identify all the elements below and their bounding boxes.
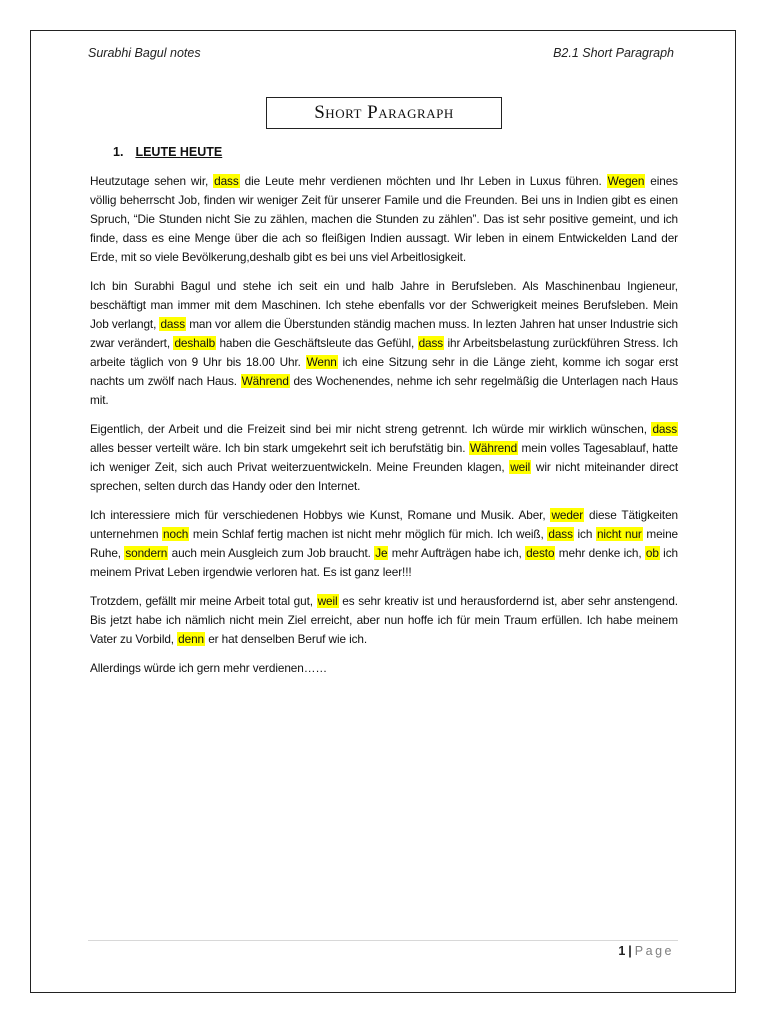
text-run: des Wochenendes, nehme ich sehr regelmäßig die Unterlagen nach Haus mit. bbox=[90, 374, 678, 407]
page-separator: | bbox=[628, 944, 632, 958]
highlighted-word: denn bbox=[178, 632, 205, 646]
text-run: Eigentlich, der Arbeit und die Freizeit sind bei mir nicht streng getrennt. Ich würde mir wirklich wünschen, bbox=[90, 422, 652, 436]
text-run: auch mein Ausgleich zum Job braucht. bbox=[168, 546, 375, 560]
highlighted-word: sondern bbox=[125, 546, 168, 560]
paragraph bbox=[90, 277, 678, 410]
highlighted-word: Während bbox=[241, 374, 289, 388]
text-run: diese Tätigkeiten unternehmen bbox=[90, 508, 678, 541]
paragraph bbox=[90, 592, 678, 649]
text-run: Allerdings würde ich gern mehr verdienen…… bbox=[90, 661, 328, 675]
paragraph bbox=[90, 659, 678, 678]
page-number: 1 bbox=[618, 944, 626, 958]
highlighted-word: Während bbox=[469, 441, 518, 455]
section-title: LEUTE HEUTE bbox=[135, 145, 223, 159]
text-run: er hat denselben Beruf wie ich. bbox=[205, 632, 368, 646]
highlighted-word: weil bbox=[317, 594, 338, 608]
text-run: man vor allem die Überstunden ständig machen muss. In lezten Jahren hat unser Industrie sich zwar verändert, bbox=[90, 317, 678, 350]
paragraph bbox=[90, 506, 678, 582]
highlighted-word: Wegen bbox=[607, 174, 645, 188]
header-author: Surabhi Bagul notes bbox=[88, 46, 201, 60]
section-number: 1. bbox=[113, 145, 124, 159]
highlighted-word: ob bbox=[645, 546, 659, 560]
text-run: mein volles Tagesablauf, hatte ich weniger Zeit, sich auch Privat weiterzuentwickeln. Meine Freunden klagen, bbox=[90, 441, 678, 474]
highlighted-word: dass bbox=[548, 527, 573, 541]
highlighted-word: nicht nur bbox=[596, 527, 642, 541]
highlighted-word: dass bbox=[214, 174, 239, 188]
section-heading bbox=[113, 145, 222, 159]
header-course: B2.1 Short Paragraph bbox=[553, 46, 674, 60]
paragraph bbox=[90, 172, 678, 267]
page-footer bbox=[618, 944, 674, 958]
body-text bbox=[90, 172, 678, 688]
text-run: es sehr kreativ ist und herausfordernd ist, aber sehr anstengend. Bis jetzt habe ich nämlich nicht mein Ziel erreicht, aber nun hoffe ich für mein Traum erfüllen. Ich habe meinem Vater zu Vorbild, bbox=[90, 594, 678, 646]
text-run: alles besser verteilt wäre. Ich bin stark umgekehrt seit ich berufstätig bin. bbox=[90, 441, 469, 455]
highlighted-word: deshalb bbox=[174, 336, 216, 350]
highlighted-word: dass bbox=[160, 317, 185, 331]
text-run: meine Ruhe, bbox=[90, 527, 678, 560]
highlighted-word: Wenn bbox=[306, 355, 337, 369]
highlighted-word: weder bbox=[551, 508, 584, 522]
text-run: mein Schlaf fertig machen ist nicht mehr möglich für mich. Ich weiß, bbox=[189, 527, 548, 541]
highlighted-word: desto bbox=[526, 546, 555, 560]
text-run: die Leute mehr verdienen möchten und Ihr Leben in Luxus führen. bbox=[239, 174, 607, 188]
highlighted-word: weil bbox=[510, 460, 531, 474]
text-run: eines völlig beherrscht Job, finden wir weniger Zeit für unserer Famile und die Freunden. Bei uns in Indien gibt es einen Spruch, “Die Stunden nicht Sie zu zählen, machen die Stunden zu zählen”. Das ist sehr positive gemeint, und ich finde, dass es eine Menge über die ach so fleißigen Indien aussagt. Wir leben in einem Entwickelden Land der Erde, mit so viele Bevölkerung,deshalb gibt es bei uns viel Arbeitlosigkeit. bbox=[90, 174, 678, 264]
text-run: Ich bin Surabhi Bagul und stehe ich seit ein und halb Jahre in Berufsleben. Als Maschinenbau Ingieneur, beschäftigt man immer mit dem Maschinen. Ich stehe ebenfalls vor der Schwerigkeit meines Berufsleben. Mein Job verlangt, bbox=[90, 279, 678, 331]
text-run: Heutzutage sehen wir, bbox=[90, 174, 214, 188]
text-run: ich eine Sitzung sehr in die Länge zieht, komme ich sogar erst nachts um zwölf nach Haus. bbox=[90, 355, 678, 388]
text-run: mehr denke ich, bbox=[555, 546, 645, 560]
highlighted-word: Je bbox=[375, 546, 388, 560]
text-run: ich bbox=[573, 527, 596, 541]
text-run: Ich interessiere mich für verschiedenen Hobbys wie Kunst, Romane und Musik. Aber, bbox=[90, 508, 551, 522]
text-run: mehr Aufträgen habe ich, bbox=[388, 546, 526, 560]
paragraph bbox=[90, 420, 678, 496]
page-label: Page bbox=[634, 944, 674, 958]
highlighted-word: dass bbox=[418, 336, 444, 350]
text-run: ihr Arbeitsbelastung zurückführen Stress. Ich arbeite täglich von 9 Uhr bis 18.00 Uhr. bbox=[90, 336, 678, 369]
text-run: haben die Geschäftsleute das Gefühl, bbox=[216, 336, 418, 350]
text-run: wir nicht miteinander direct sprechen, selten durch das Handy oder den Internet. bbox=[90, 460, 678, 493]
highlighted-word: noch bbox=[163, 527, 189, 541]
highlighted-word: dass bbox=[652, 422, 677, 436]
document-title: Short Paragraph bbox=[266, 97, 502, 129]
footer-divider bbox=[88, 940, 678, 941]
text-run: ich meinem Privat Leben irgendwie verloren hat. Es ist ganz leer!!! bbox=[90, 546, 678, 579]
text-run: Trotzdem, gefällt mir meine Arbeit total gut, bbox=[90, 594, 317, 608]
